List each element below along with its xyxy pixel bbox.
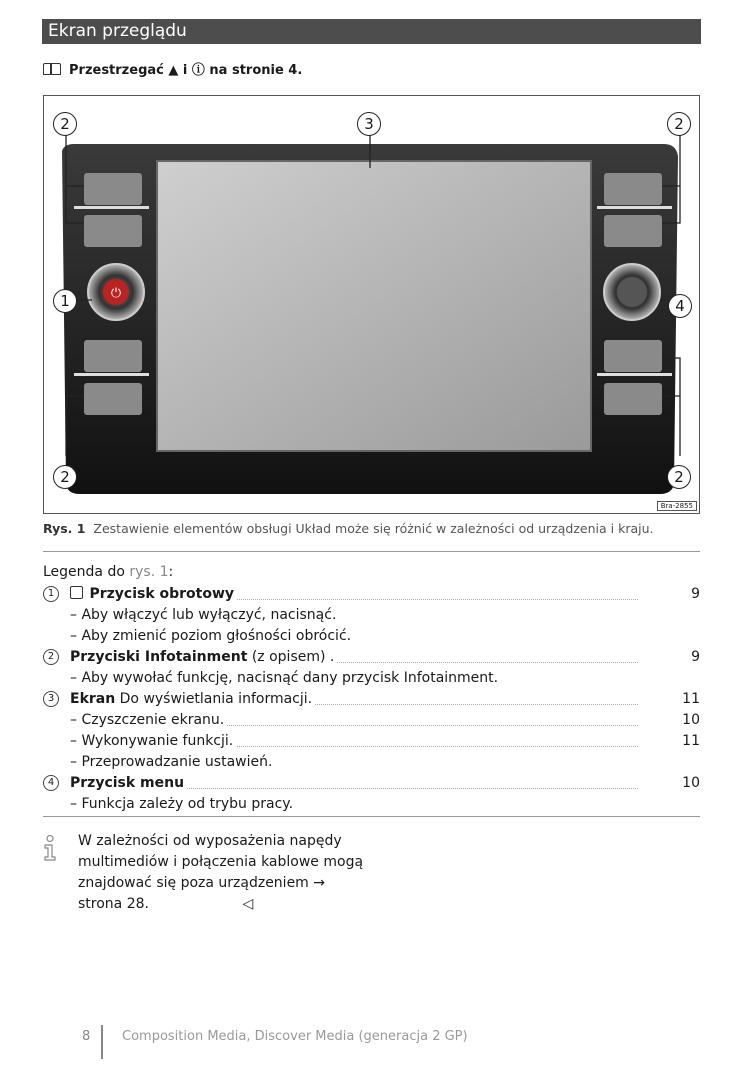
info-note [43,831,373,915]
legend-item-text: Przyciski Infotainment (z opisem) . [70,647,337,667]
legend-item-label: Przycisk obrotowy [89,586,235,602]
callout-3: 3 [357,112,381,136]
divider [43,816,700,817]
legend-item-text: – Czyszczenie ekranu. [70,710,227,730]
callout-4: 4 [668,294,692,318]
caption-text: Zestawienie elementów obsługi Układ może się różnić w zależności od urządzenia i kraju. [93,521,654,536]
legend-item [43,689,700,709]
power-icon [70,586,83,599]
legend-item-number: 2 [43,649,59,665]
infotainment-device-illustration [44,96,699,513]
legend-item-text [70,584,237,604]
legend-item-text [70,773,187,793]
device-button-left-2 [84,215,142,247]
callout-2-top-left: 2 [53,112,77,136]
device-button-right-1 [604,173,662,205]
legend-title-text: Legenda do [43,564,125,580]
legend-item-label: Ekran [70,691,116,707]
end-mark: ◁ [242,896,254,912]
legend-item-text: – Funkcja zależy od trybu pracy. [70,794,296,814]
device-button-right-4 [604,383,662,415]
legend-item-text: – Aby włączyć lub wyłączyć, nacisnąć. [70,605,339,625]
device-button-left-3 [84,340,142,372]
legend-item-text: – Aby wywołać funkcję, nacisnąć dany przycisk Infotainment. [70,668,501,688]
legend-item [43,584,700,604]
callout-2-top-right: 2 [667,112,691,136]
safety-note-text: Przestrzegać ▲ i ⓘ na stronie 4. [69,63,303,78]
legend-subitem [43,710,700,730]
legend-figure-ref[interactable]: rys. 1 [129,564,169,580]
page-reference[interactable]: 9 [691,649,700,665]
legend-item-text: – Wykonywanie funkcji. [70,731,236,751]
legend-item-label: Przycisk menu [70,775,185,791]
legend-item-number: 3 [43,691,59,707]
legend-subitem [43,668,700,688]
page-reference[interactable]: 10 [682,775,700,791]
page-reference[interactable]: 11 [682,733,700,749]
callout-1: 1 [53,289,77,313]
legend-item [43,647,700,667]
legend-subitem [43,605,700,625]
legend-item-text: – Przeprowadzanie ustawień. [70,752,275,772]
legend-item [43,773,700,793]
figure-caption [43,521,654,536]
page-reference[interactable]: 9 [691,586,700,602]
book-icon [43,63,61,75]
divider [43,551,700,552]
legend-item-number: 4 [43,775,59,791]
figure-code: Bra-2855 [657,501,697,511]
legend-item-label: Przyciski Infotainment [70,649,248,665]
device-button-right-2 [604,215,662,247]
footer-divider [101,1025,103,1059]
svg-text:⏻: ⏻ [110,286,122,301]
page-reference[interactable]: 11 [682,691,700,707]
legend-subitem [43,731,700,751]
caption-prefix: Rys. 1 [43,521,86,536]
device-button-left-1 [84,173,142,205]
page-number: 8 [82,1029,91,1044]
callout-2-bottom-left: 2 [53,465,77,489]
legend-subitem [43,752,700,772]
device-figure [43,95,700,514]
legend-subitem [43,626,700,646]
device-button-left-4 [84,383,142,415]
legend-item-text: – Aby zmienić poziom głośności obrócić. [70,626,354,646]
page-reference[interactable]: 10 [682,712,700,728]
footer-title: Composition Media, Discover Media (generacja 2 GP) [122,1029,468,1044]
callout-2-bottom-right: 2 [667,465,691,489]
section-header: Ekran przeglądu [42,19,701,44]
legend-item-text: Ekran Do wyświetlania informacji. [70,689,315,709]
device-button-right-3 [604,340,662,372]
safety-note [43,59,302,78]
legend-subitem [43,794,700,814]
info-note-text: W zależności od wyposażenia napędy multimediów i połączenia kablowe mogą znajdować się poza urządzeniem → strona 28. ◁ [78,833,364,912]
legend-title: Legenda do rys. 1: [43,564,174,580]
device-screen [157,161,591,451]
legend-item-number: 1 [43,586,59,602]
